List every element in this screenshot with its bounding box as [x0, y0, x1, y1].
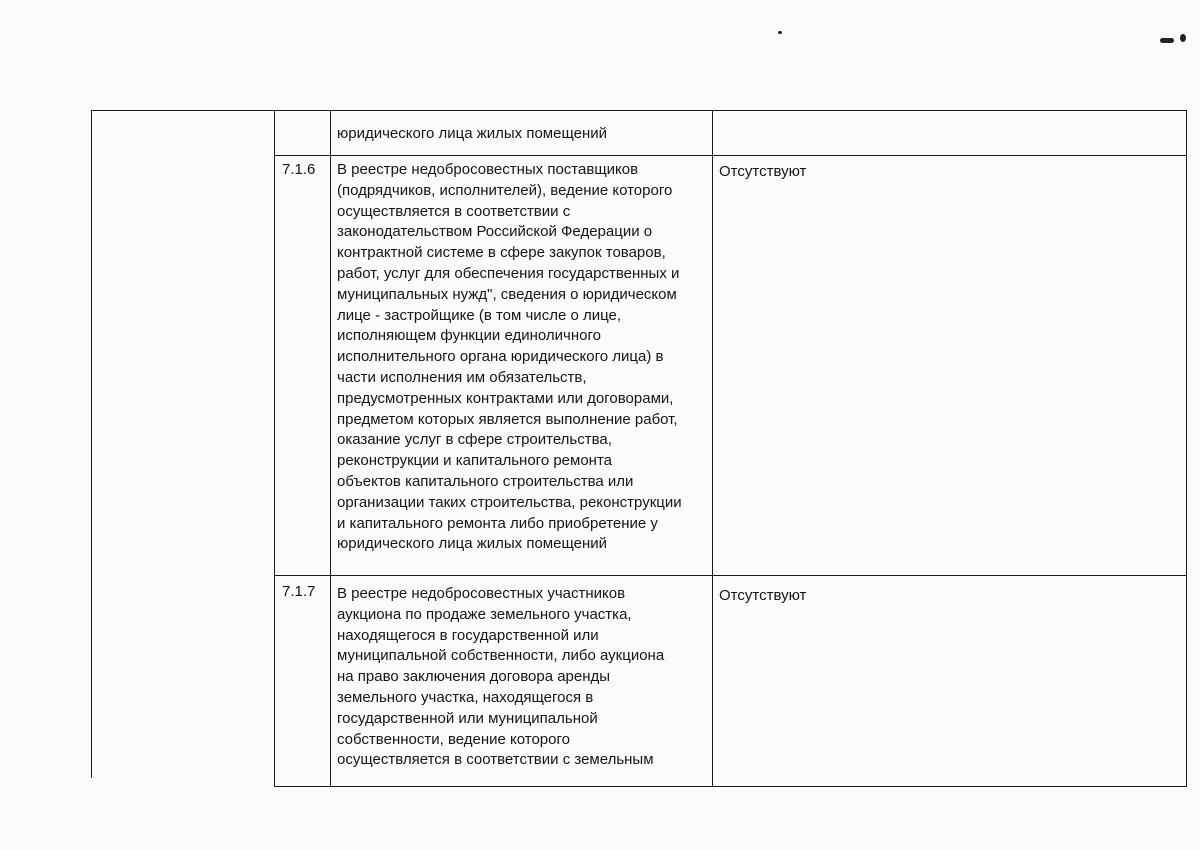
- row-description: В реестре недобросовестных участников аукциона по продаже земельного участка, находящегося в государственной или муниципальной собственности, либо аукциона на право заключения договора аренды земельного участка, находящегося в государственной или муниципальной собственности, ведение которого осуществляется в соответствии с земельным: [337, 585, 665, 769]
- column-divider: [274, 110, 275, 786]
- row-value: Отсутствуют: [719, 587, 807, 604]
- column-divider: [712, 110, 713, 786]
- row-value: Отсутствуют: [719, 163, 807, 180]
- row-number: 7.1.6: [282, 161, 316, 178]
- table-border-right: [1186, 110, 1187, 786]
- row-divider: [274, 155, 1187, 156]
- row-divider: [274, 575, 1187, 576]
- table-border-left: [91, 110, 92, 778]
- row-description: В реестре недобросовестных поставщиков (подрядчиков, исполнителей), ведение которого осуществляется в соответствии с законодательством Российской Федерации о контрактной системе в сфере закупок товаров, работ, услуг для обеспечения государственных и муниципальных нужд", сведения о юридическом лице - застройщике (в том числе о лице, исполняющем функции единоличного исполнительного органа юридического лица) в части исполнения им обязательств, предусмотренных контрактами или договорами, предметом которых является выполнение работ, оказание услуг в сфере строительства, реконструкции и капитального ремонта объектов капитального строительства или организации таких строительства, реконструкции и капитального ремонта либо приобретение у юридического лица жилых помещений: [337, 161, 682, 553]
- table-border-top: [91, 110, 1187, 111]
- scan-speck: [1160, 38, 1174, 43]
- row-number: 7.1.7: [282, 583, 316, 600]
- row-description: юридического лица жилых помещений: [337, 125, 608, 142]
- scan-speck: [778, 31, 782, 34]
- table-border-bottom: [274, 786, 1187, 787]
- column-divider: [330, 110, 331, 786]
- scan-speck: [1180, 34, 1186, 42]
